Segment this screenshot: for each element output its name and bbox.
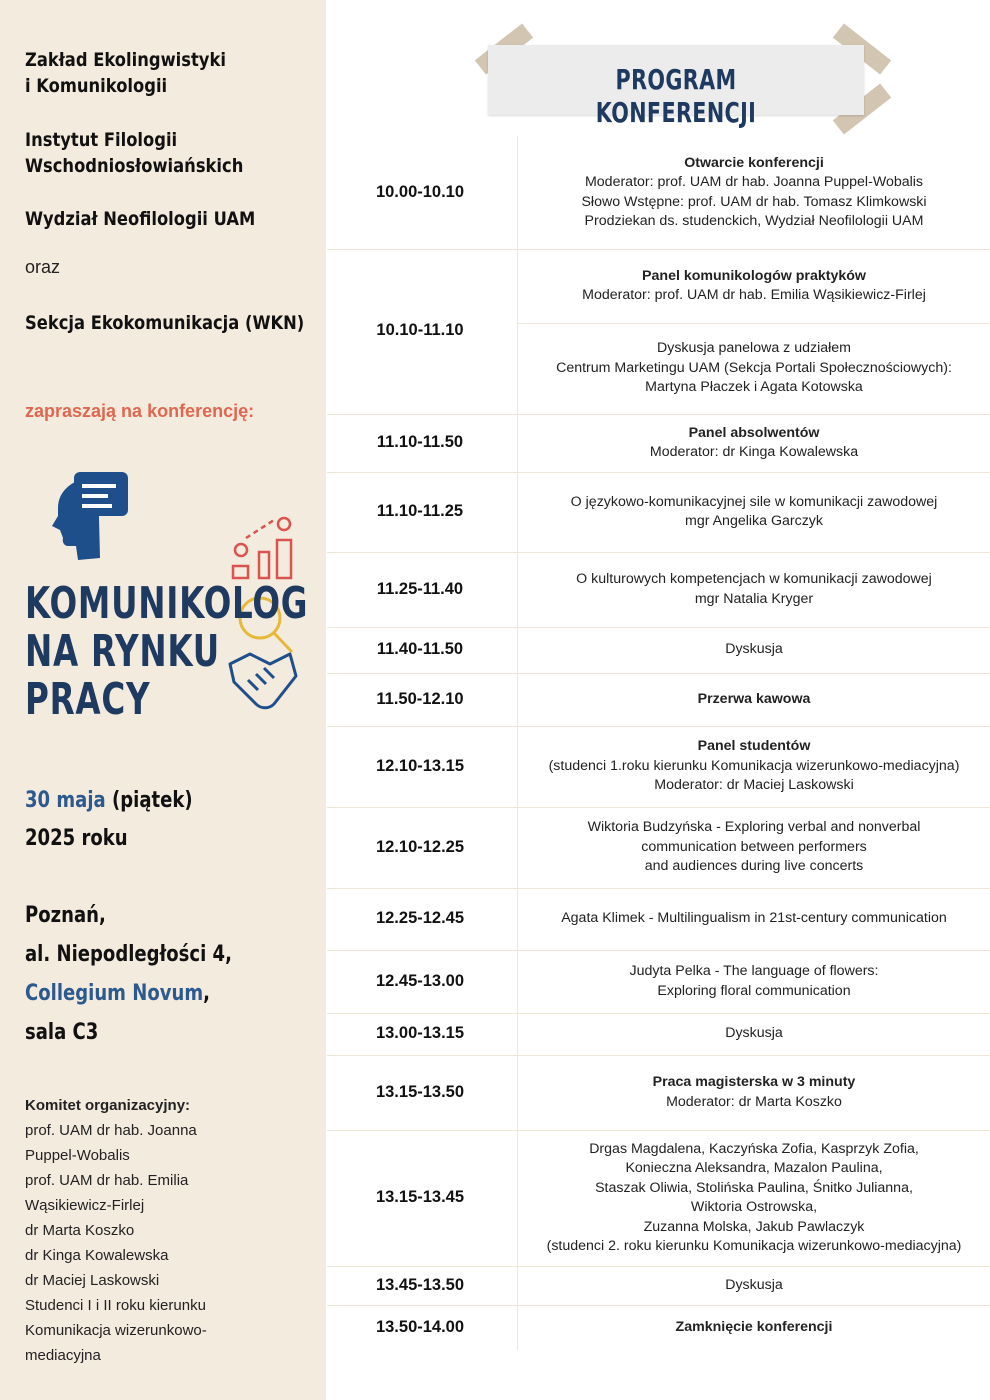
program-item-title: Wiktoria Budzyńska - Exploring verbal and nonverbal — [587, 819, 921, 836]
event-title-line3: PRACY — [25, 674, 151, 725]
program-item-title: Panel absolwentów — [688, 424, 820, 441]
program-item-detail: Staszak Oliwia, Stolińska Paulina, Śnitko Julianna, — [595, 1179, 913, 1196]
program-time: 11.50-12.10 — [376, 689, 464, 708]
row-divider — [327, 1305, 990, 1306]
program-time: 12.45-13.00 — [375, 971, 465, 990]
org-unit-4: Sekcja Ekokomunikacja (WKN) — [25, 312, 305, 334]
program-item-title: O kulturowych kompetencjach w komunikacji zawodowej — [576, 571, 932, 587]
event-room: sala C3 — [25, 1020, 99, 1045]
committee-line: Studenci I i II roku kierunku — [25, 1297, 206, 1314]
growth-chart-icon — [233, 518, 291, 578]
invitation-text: zapraszają na konferencję: — [25, 401, 255, 421]
program-item-detail: Moderator: prof. UAM dr hab. Emilia Wąsikiewicz-Firlej — [582, 287, 926, 303]
program-time: 11.40-11.50 — [376, 640, 464, 658]
program-item-title: Dyskusja — [725, 1025, 783, 1042]
program-item — [518, 1276, 990, 1296]
program-item-detail: (studenci 1.roku kierunku Komunikacja wizerunkowo-mediacyjna) — [548, 757, 960, 774]
committee — [25, 1093, 207, 1368]
program-item — [518, 909, 990, 929]
program-item — [518, 424, 990, 463]
head-speech-icon — [52, 472, 128, 560]
event-date-day: 30 maja — [25, 788, 106, 813]
program-time: 10.10-11.10 — [376, 321, 464, 339]
org-unit-2 — [25, 127, 243, 179]
program-item-detail: Centrum Marketingu UAM (Sekcja Portali Społecznościowych): — [556, 359, 952, 376]
program-time: 12.25-12.45 — [375, 909, 465, 927]
program-item — [518, 1318, 990, 1338]
program-time: 13.00-13.15 — [375, 1024, 465, 1042]
program-item-detail: Moderator: dr Marta Koszko — [666, 1093, 842, 1110]
program-item-detail: Zuzanna Molska, Jakub Pawlaczyk — [643, 1218, 865, 1235]
committee-line: prof. UAM dr hab. Joanna — [25, 1122, 197, 1139]
program-item-title: Drgas Magdalena, Kaczyńska Zofia, Kasprzyk Zofia, — [589, 1140, 919, 1157]
program-item-title: Dyskusja panelowa z udziałem — [657, 340, 851, 357]
committee-heading: Komitet organizacyjny: — [25, 1097, 191, 1114]
org-unit-1 — [25, 47, 226, 99]
program-item-title: Dyskusja — [725, 641, 783, 658]
event-date — [25, 781, 193, 820]
program-item-detail: Moderator: prof. UAM dr hab. Joanna Puppel-Wobalis — [584, 174, 924, 190]
event-year: 2025 roku — [25, 826, 128, 851]
program-item — [518, 962, 990, 1001]
program-heading: PROGRAM KONFERENCJI — [595, 63, 757, 129]
org-unit-3: Wydział Neofilologii UAM — [25, 208, 256, 230]
row-divider — [327, 726, 990, 727]
program-item-detail: Słowo Wstępne: prof. UAM dr hab. Tomasz Klimkowski — [581, 193, 927, 210]
program-item-detail: Wiktoria Ostrowska, — [690, 1199, 818, 1215]
row-divider — [327, 1266, 990, 1267]
program-time: 13.15-13.50 — [375, 1082, 465, 1101]
program-time: 12.10-13.15 — [375, 756, 465, 775]
program-item-title: Otwarcie konferencji — [684, 154, 824, 171]
row-divider — [327, 414, 990, 415]
event-title-line1: KOMUNIKOLOG — [25, 578, 309, 629]
program-item-title: Judyta Pelka - The language of flowers: — [629, 963, 879, 979]
conjunction: oraz — [25, 257, 61, 277]
venue-name: Collegium Novum — [25, 981, 204, 1006]
program-time: 10.00-10.10 — [375, 182, 465, 201]
row-divider — [327, 1055, 990, 1056]
program-item-title: Agata Klimek - Multilingualism in 21st-century communication — [561, 910, 947, 927]
program-item-detail: Moderator: dr Maciej Laskowski — [654, 777, 854, 794]
program-item — [518, 1024, 990, 1044]
event-title-line2: NA RYNKU — [25, 626, 220, 677]
sidebar — [0, 0, 326, 1400]
program-item — [518, 690, 990, 710]
program-item — [518, 818, 990, 877]
program-item-detail: communication between performers — [641, 838, 867, 855]
program-item-detail: mgr Natalia Kryger — [694, 590, 814, 607]
program-item — [518, 493, 990, 532]
org-unit-2-line1: Instytut Filologii — [25, 129, 178, 151]
committee-line: dr Marta Koszko — [25, 1222, 135, 1239]
row-divider — [327, 249, 990, 250]
program-item-detail: and audiences during live concerts — [644, 858, 864, 875]
committee-line: Wąsikiewicz-Firlej — [25, 1197, 145, 1214]
venue-suffix: , — [203, 981, 210, 1006]
program-item — [518, 570, 990, 609]
program-item — [518, 737, 990, 796]
program-item-title: Panel komunikologów praktyków — [642, 267, 866, 284]
program-item-detail: Exploring floral communication — [657, 982, 851, 999]
program-time: 13.50-14.00 — [375, 1317, 465, 1336]
program-time: 11.10-11.50 — [376, 433, 464, 451]
row-divider — [327, 888, 990, 889]
row-divider — [327, 1130, 990, 1131]
program-item-title: Panel studentów — [697, 738, 811, 755]
committee-line: Puppel-Wobalis — [25, 1147, 130, 1164]
program-item — [518, 640, 990, 660]
program-item — [518, 339, 990, 398]
org-unit-1-line1: Zakład Ekolingwistyki — [25, 49, 226, 71]
program-item-title: Dyskusja — [725, 1276, 783, 1293]
event-venue — [25, 974, 210, 1013]
program-item-detail: Prodziekan ds. studenckich, Wydział Neofilologii UAM — [584, 213, 924, 229]
program-time: 12.10-12.25 — [375, 837, 465, 856]
program-time: 11.25-11.40 — [376, 579, 464, 598]
row-divider — [327, 807, 990, 808]
row-divider — [327, 552, 990, 553]
org-unit-1-line2: i Komunikologii — [25, 75, 168, 97]
row-divider — [518, 323, 990, 324]
row-divider — [327, 472, 990, 473]
program-item — [518, 154, 990, 232]
committee-line: prof. UAM dr hab. Emilia — [25, 1172, 189, 1189]
committee-line: dr Maciej Laskowski — [25, 1272, 160, 1289]
event-title — [25, 580, 308, 724]
org-unit-2-line2: Wschodniosłowiańskich — [25, 155, 244, 177]
program-time: 11.10-11.25 — [376, 502, 464, 520]
program-time: 13.15-13.45 — [375, 1188, 465, 1206]
committee-line: Komunikacja wizerunkowo- — [25, 1322, 207, 1339]
program-item-detail: Konieczna Aleksandra, Mazalon Paulina, — [625, 1160, 883, 1176]
committee-line: mediacyjna — [25, 1347, 101, 1364]
event-date-weekday: (piątek) — [105, 788, 193, 813]
program-item — [518, 1140, 990, 1257]
program-item-title: Praca magisterska w 3 minuty — [652, 1074, 856, 1090]
program-item-title: Zamknięcie konferencji — [675, 1318, 833, 1335]
program-item-detail: (studenci 2. roku kierunku Komunikacja wizerunkowo-mediacyjna) — [546, 1238, 962, 1254]
committee-line: dr Kinga Kowalewska — [25, 1247, 169, 1264]
event-city: Poznań, — [25, 903, 106, 928]
program-banner — [488, 45, 864, 129]
row-divider — [327, 950, 990, 951]
program-item-detail: mgr Angelika Garczyk — [685, 513, 823, 529]
program-item — [518, 1073, 990, 1112]
event-street: al. Niepodległości 4, — [25, 942, 232, 967]
row-divider — [327, 1013, 990, 1014]
row-divider — [327, 627, 990, 628]
program-item-detail: Moderator: dr Kinga Kowalewska — [649, 444, 859, 460]
program-time: 13.45-13.50 — [375, 1275, 465, 1294]
row-divider — [327, 673, 990, 674]
program-item-title: O językowo-komunikacyjnej sile w komunikacji zawodowej — [570, 493, 938, 510]
program-item-title: Przerwa kawowa — [697, 690, 811, 707]
program-item — [518, 267, 990, 306]
program-item-detail: Martyna Płaczek i Agata Kotowska — [645, 379, 863, 396]
